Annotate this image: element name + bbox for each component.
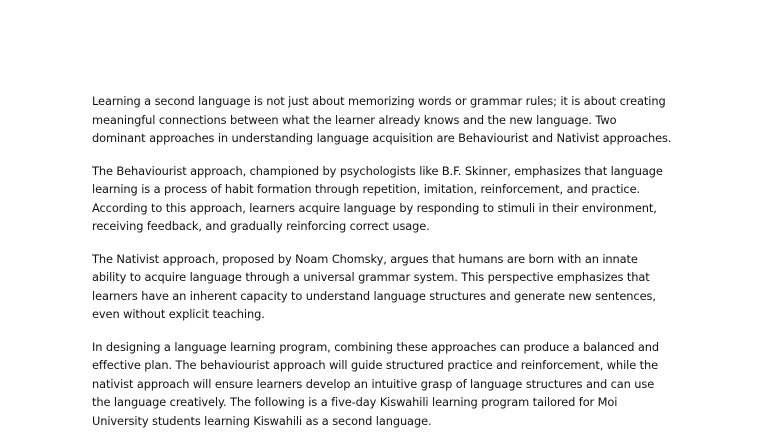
paragraph-program-design: In designing a language learning program, combining these approaches can produce a balanced and effective plan. The behaviourist approach will guide structured practice and reinforcement, while the nativist approach will ensure learners develop an intuitive grasp of language structures and can use the language creatively. The following is a five-day Kiswahili learning program tailored for Moi University students learning Kiswahili as a second language. xyxy=(92,339,660,428)
paragraph-intro: Learning a second language is not just about memorizing words or grammar rules; it is about creating meaningful connections between what the learner already knows and the new language. Two dominant approaches in understanding language acquisition are Behaviourist and Nativist approaches. xyxy=(92,94,672,145)
document-body xyxy=(92,92,672,444)
paragraph-nativist: The Nativist approach, proposed by Noam Chomsky, argues that humans are born with an innate ability to acquire language through a universal grammar system. This perspective emphasizes that learners have an inherent capacity to understand language structures and generate new sentences, even without explicit teaching. xyxy=(92,251,656,321)
paragraph-behaviourist: The Behaviourist approach, championed by psychologists like B.F. Skinner, emphasizes that language learning is a process of habit formation through repetition, imitation, reinforcement, and practice. According to this approach, learners acquire language by responding to stimuli in their environment, receiving feedback, and gradually reinforcing correct usage. xyxy=(92,163,663,233)
